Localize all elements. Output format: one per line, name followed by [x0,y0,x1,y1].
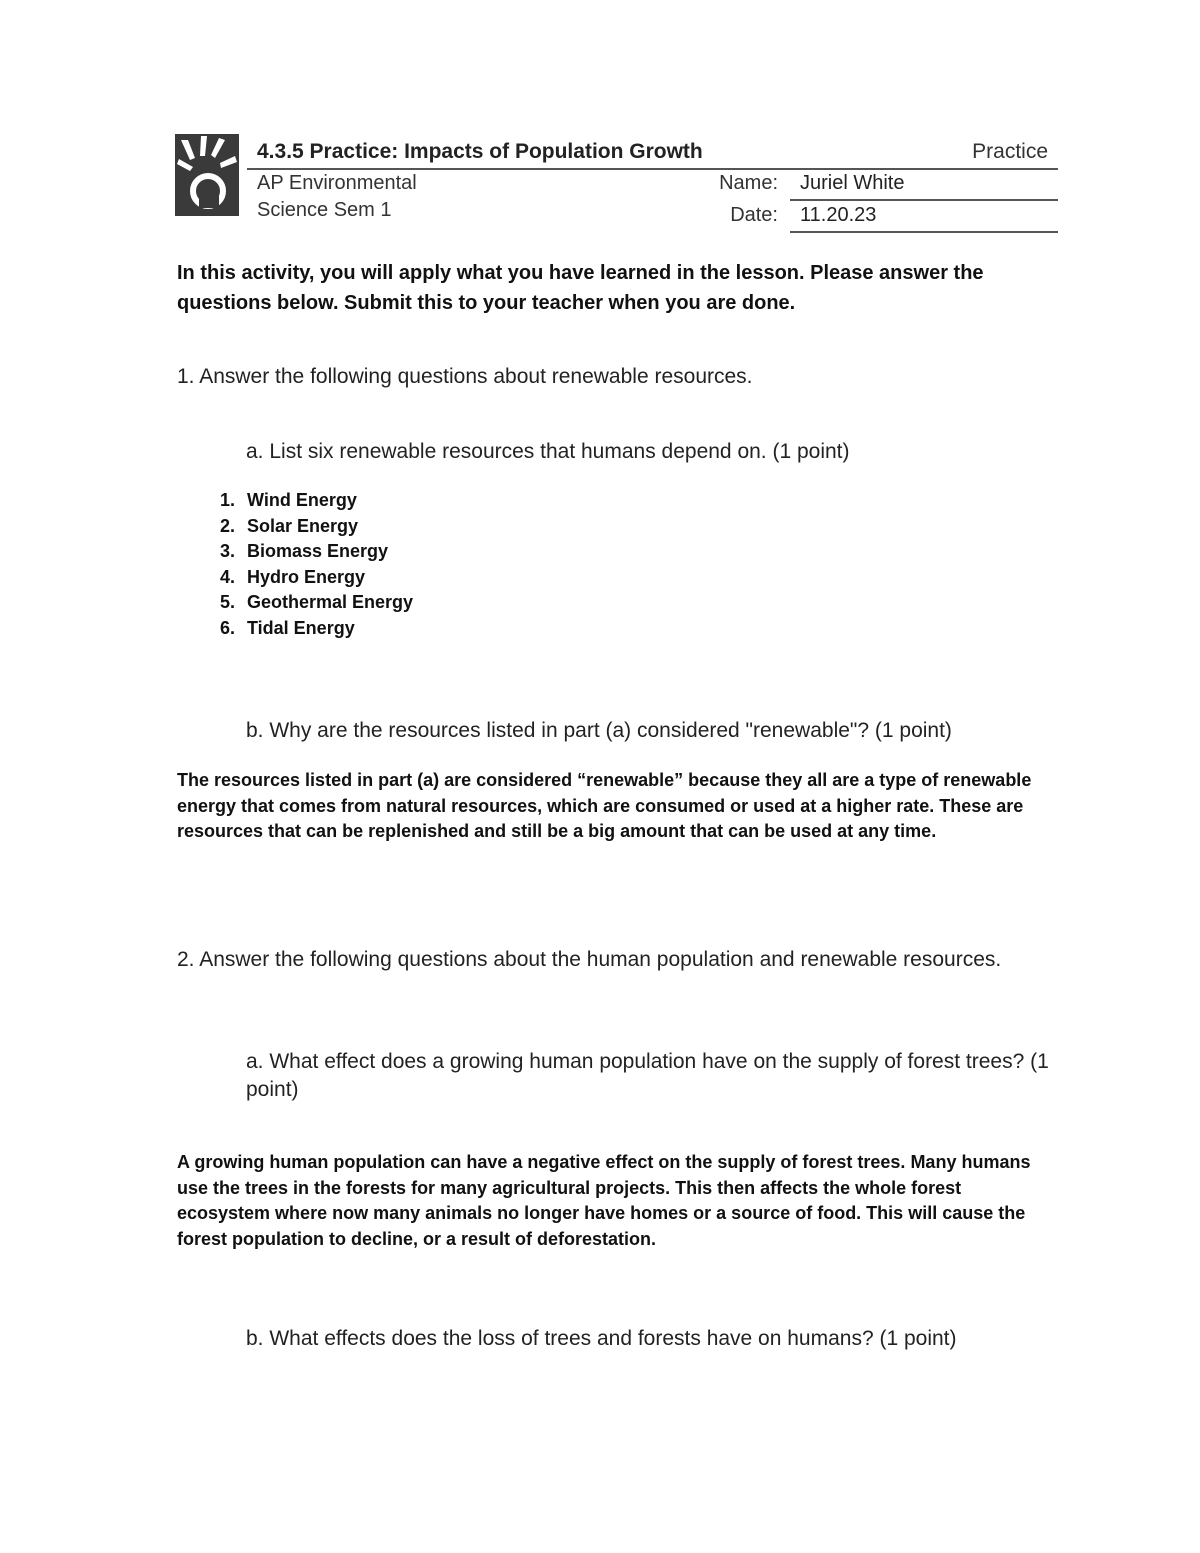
list-item: 4. Hydro Energy [219,566,366,587]
date-field[interactable]: 11.20.23 [800,204,877,226]
list-item: 6. Tidal Energy [219,617,355,638]
course-name-line1: AP Environmental [257,172,417,194]
question-2-prompt: 2. Answer the following questions about the human population and renewable resources. [177,948,1002,971]
question-1-prompt: 1. Answer the following questions about renewable resources. [177,365,753,388]
question-1b-prompt: b. Why are the resources listed in part (a) considered "renewable"? (1 point) [246,719,952,742]
date-label: Date: [730,204,778,226]
sun-logo-icon [175,134,239,216]
question-2a-answer: A growing human population can have a negative effect on the supply of forest trees. Many humans use the trees in the forests for many agricultural projects. This then affects the whole forest ecosystem where now many animals no longer have homes or a source of food. This will cause the forest population to decline, or a result of deforestation. [177,1152,1031,1249]
question-1b-answer: The resources listed in part (a) are considered “renewable” because they all are a type of renewable energy that comes from natural resources, which are consumed or used at a higher rate. These are resources that can be replenished and still be a big amount that can be used at any time. [177,770,1032,841]
page-title: 4.3.5 Practice: Impacts of Population Growth [257,140,703,163]
activity-type-label: Practice [972,140,1048,163]
name-field[interactable]: Juriel White [800,172,905,194]
course-name-line2: Science Sem 1 [257,199,392,221]
list-item: 2. Solar Energy [219,515,359,536]
list-item: 3. Biomass Energy [219,541,389,561]
question-2a-prompt: a. What effect does a growing human population have on the supply of forest trees? (1 point) [246,1050,1049,1101]
question-2b-prompt: b. What effects does the loss of trees and forests have on humans? (1 point) [246,1327,957,1350]
name-underline [790,199,1058,201]
date-underline [790,231,1058,233]
list-item: 1. Wind Energy [219,490,357,510]
instructions: In this activity, you will apply what you have learned in the lesson. Please answer the questions below. Submit this to your teacher when you are done. [177,262,984,314]
name-label: Name: [719,172,778,194]
question-1a-prompt: a. List six renewable resources that humans depend on. (1 point) [246,440,850,463]
list-item: 5. Geothermal Energy [219,592,414,612]
renewable-resources-list [200,488,413,641]
